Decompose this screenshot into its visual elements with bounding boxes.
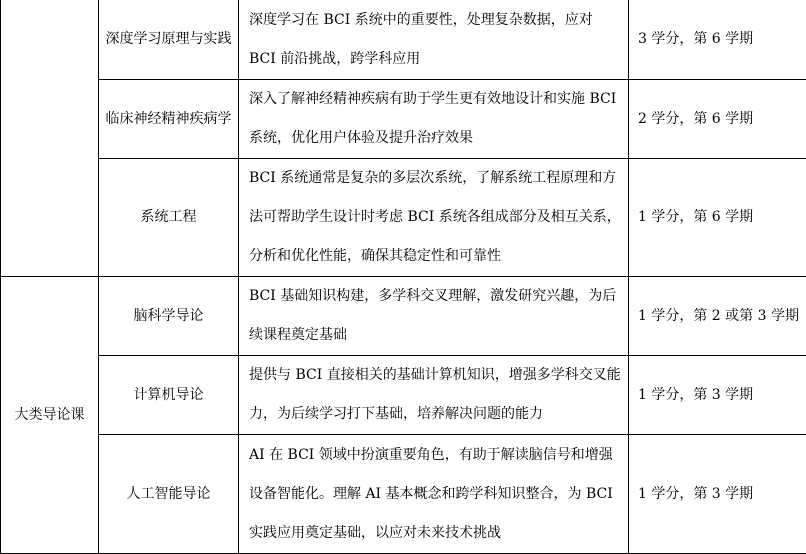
course-credits: 1 学分，第 3 学期 <box>629 356 806 435</box>
course-name: 系统工程 <box>99 159 239 277</box>
course-description: BCI 系统通常是复杂的多层次系统，了解系统工程原理和方法可帮助学生设计时考虑 BCI 系统各组成部分及相互关系，分析和优化性能，确保其稳定性和可靠性 <box>239 159 629 277</box>
course-name: 计算机导论 <box>99 356 239 435</box>
category-cell: 大类导论课 <box>1 277 99 554</box>
course-name: 脑科学导论 <box>99 277 239 356</box>
course-credits: 3 学分，第 6 学期 <box>629 0 806 80</box>
category-cell-previous <box>1 0 99 277</box>
course-name: 人工智能导论 <box>99 435 239 554</box>
course-name: 临床神经精神疾病学 <box>99 80 239 159</box>
table-row <box>1 277 806 356</box>
course-credits: 1 学分，第 3 学期 <box>629 435 806 554</box>
course-description: 提供与 BCI 直接相关的基础计算机知识，增强多学科交叉能力，为后续学习打下基础，培养解决问题的能力 <box>239 356 629 435</box>
course-description: AI 在 BCI 领域中扮演重要角色，有助于解读脑信号和增强设备智能化。理解 AI 基本概念和跨学科知识整合，为 BCI 实践应用奠定基础，以应对未来技术挑战 <box>239 435 629 554</box>
table-row <box>1 0 806 80</box>
course-description: BCI 基础知识构建，多学科交叉理解，激发研究兴趣，为后续课程奠定基础 <box>239 277 629 356</box>
table-row <box>1 356 806 435</box>
course-credits: 2 学分，第 6 学期 <box>629 80 806 159</box>
course-credits: 1 学分，第 6 学期 <box>629 159 806 277</box>
table-row <box>1 80 806 159</box>
course-credits: 1 学分，第 2 或第 3 学期 <box>629 277 806 356</box>
course-name: 深度学习原理与实践 <box>99 0 239 80</box>
table-row <box>1 435 806 554</box>
course-description: 深入了解神经精神疾病有助于学生更有效地设计和实施 BCI 系统，优化用户体验及提升治疗效果 <box>239 80 629 159</box>
table-row <box>1 159 806 277</box>
course-description: 深度学习在 BCI 系统中的重要性，处理复杂数据，应对 BCI 前沿挑战，跨学科应用 <box>239 0 629 80</box>
